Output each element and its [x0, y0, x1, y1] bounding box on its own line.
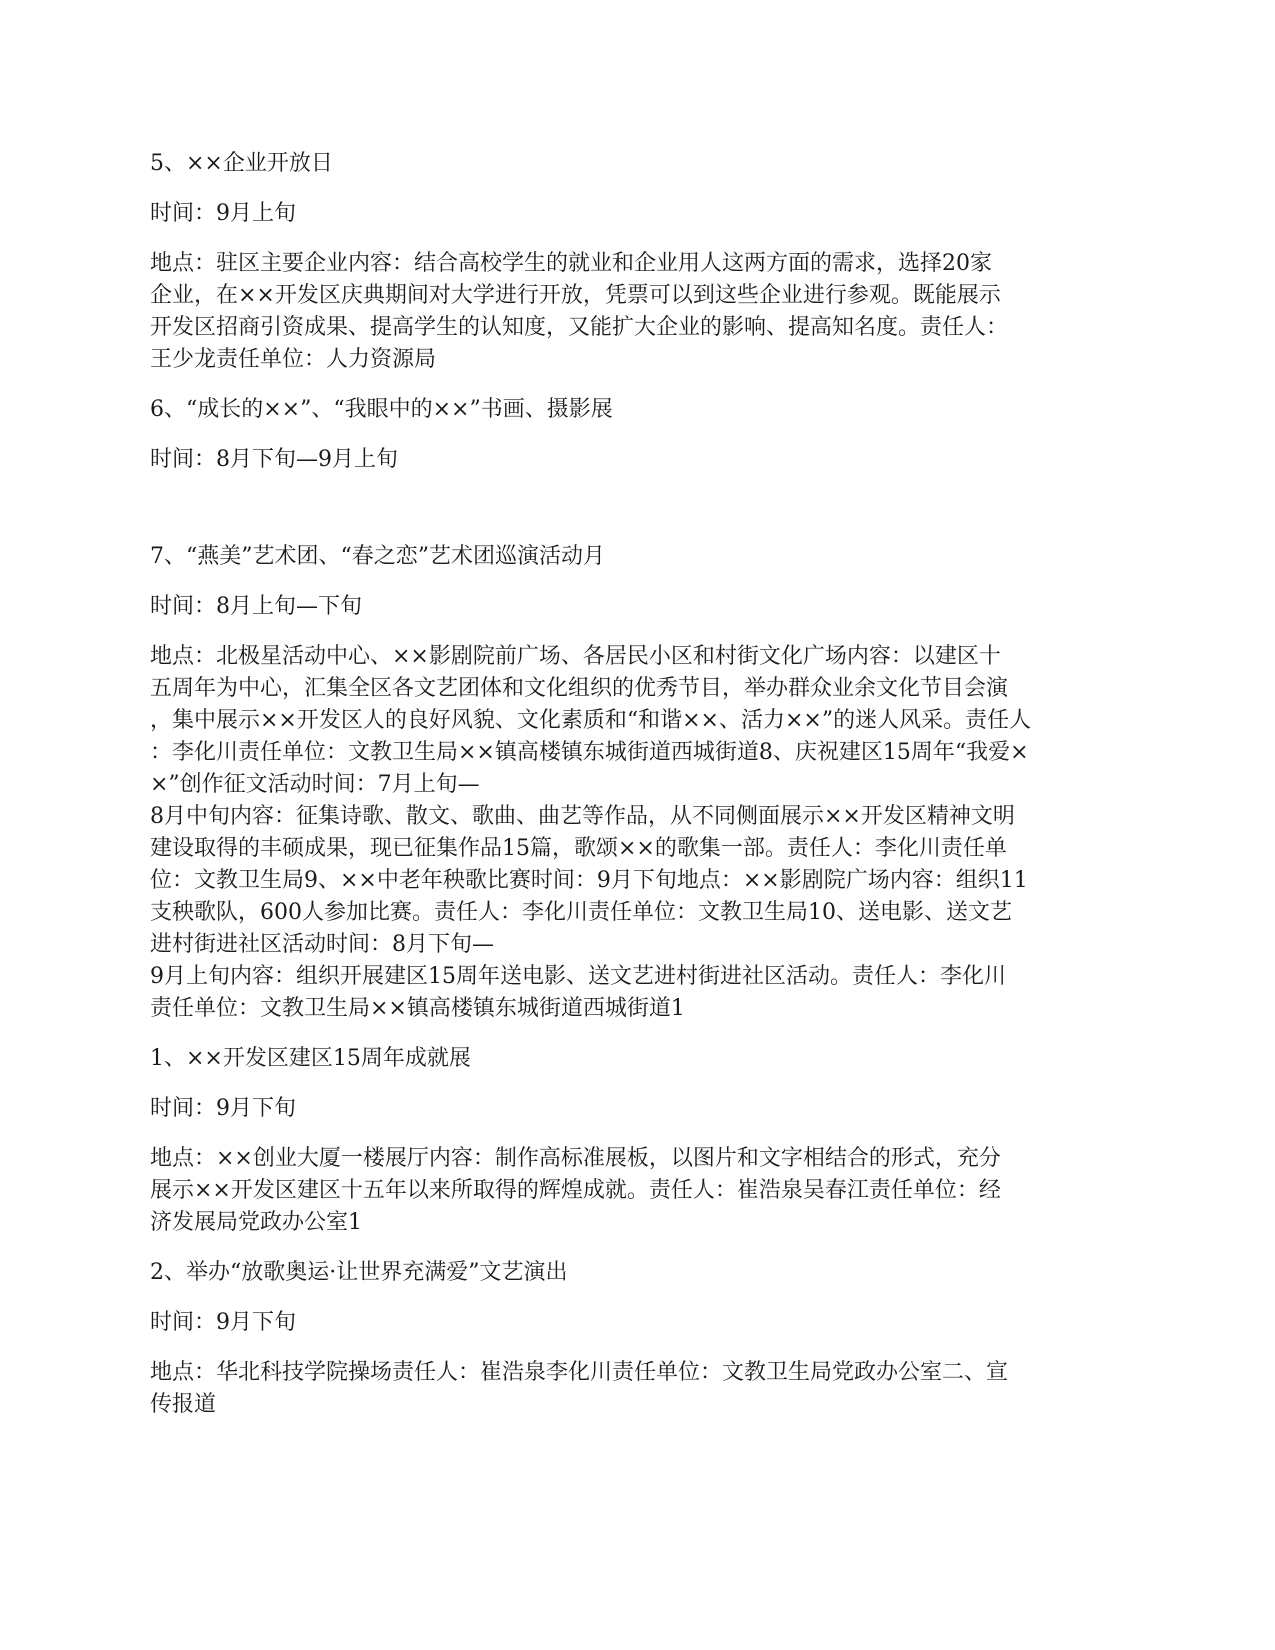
- text-line: 支秧歌队，600人参加比赛。责任人：李化川责任单位：文教卫生局10、送电影、送文艺: [150, 900, 1012, 925]
- time-line: 时间：8月上旬—下旬: [150, 594, 362, 619]
- time-line: 时间：9月下旬: [150, 1096, 296, 1121]
- text-line: ×”创作征文活动时间：7月上旬—: [150, 772, 480, 797]
- text-line: 传报道: [150, 1392, 217, 1417]
- text-line: 地点：驻区主要企业内容：结合高校学生的就业和企业用人这两方面的需求，选择20家: [150, 251, 992, 276]
- paragraph-item-1: [150, 1143, 1135, 1239]
- heading-item-6: 6、“成长的××”、“我眼中的××”书画、摄影展: [150, 397, 613, 422]
- paragraph-item-7: [150, 641, 1135, 1025]
- text-line: 地点：北极星活动中心、××影剧院前广场、各居民小区和村街文化广场内容：以建区十: [150, 644, 1001, 669]
- time-line: 时间：9月上旬: [150, 201, 296, 226]
- text-line: ，集中展示××开发区人的良好风貌、文化素质和“和谐××、活力××”的迷人风采。责任人: [150, 708, 1032, 733]
- text-line: 开发区招商引资成果、提高学生的认知度，又能扩大企业的影响、提高知名度。责任人：: [150, 315, 1009, 340]
- paragraph-item-2: [150, 1357, 1135, 1421]
- text-line: 地点：××创业大厦一楼展厅内容：制作高标准展板，以图片和文字相结合的形式，充分: [150, 1146, 1001, 1171]
- text-line: 责任单位：文教卫生局××镇高楼镇东城街道西城街道1: [150, 996, 685, 1021]
- text-line: 五周年为中心，汇集全区各文艺团体和文化组织的优秀节目，举办群众业余文化节目会演: [150, 676, 1009, 701]
- heading-item-7: 7、“燕美”艺术团、“春之恋”艺术团巡演活动月: [150, 544, 605, 569]
- text-line: 济发展局党政办公室1: [150, 1210, 362, 1235]
- text-line: 展示××开发区建区十五年以来所取得的辉煌成就。责任人：崔浩泉吴春江责任单位：经: [150, 1178, 1001, 1203]
- text-line: 王少龙责任单位：人力资源局: [150, 347, 437, 372]
- text-line: 8月中旬内容：征集诗歌、散文、歌曲、曲艺等作品，从不同侧面展示××开发区精神文明: [150, 804, 1015, 829]
- document-page: [150, 148, 1135, 1421]
- time-line: 时间：8月下旬—9月上旬: [150, 447, 398, 472]
- text-line: 进村街进社区活动时间：8月下旬—: [150, 932, 494, 957]
- paragraph-item-5: [150, 248, 1135, 376]
- text-line: 9月上旬内容：组织开展建区15周年送电影、送文艺进村街进社区活动。责任人：李化川: [150, 964, 1006, 989]
- heading-item-2: 2、举办“放歌奥运·让世界充满爱”文艺演出: [150, 1260, 568, 1285]
- text-line: ：李化川责任单位：文教卫生局××镇高楼镇东城街道西城街道8、庆祝建区15周年“我爱×: [150, 740, 1029, 765]
- text-line: 建设取得的丰硕成果，现已征集作品15篇，歌颂××的歌集一部。责任人：李化川责任单: [150, 836, 1007, 861]
- text-line: 地点：华北科技学院操场责任人：崔浩泉李化川责任单位：文教卫生局党政办公室二、宣: [150, 1360, 1009, 1385]
- heading-item-5: 5、××企业开放日: [150, 151, 333, 176]
- time-line: 时间：9月下旬: [150, 1310, 296, 1335]
- text-line: 企业，在××开发区庆典期间对大学进行开放，凭票可以到这些企业进行参观。既能展示: [150, 283, 1001, 308]
- text-line: 位：文教卫生局9、××中老年秧歌比赛时间：9月下旬地点：××影剧院广场内容：组织11: [150, 868, 1028, 893]
- heading-item-1: 1、××开发区建区15周年成就展: [150, 1046, 471, 1071]
